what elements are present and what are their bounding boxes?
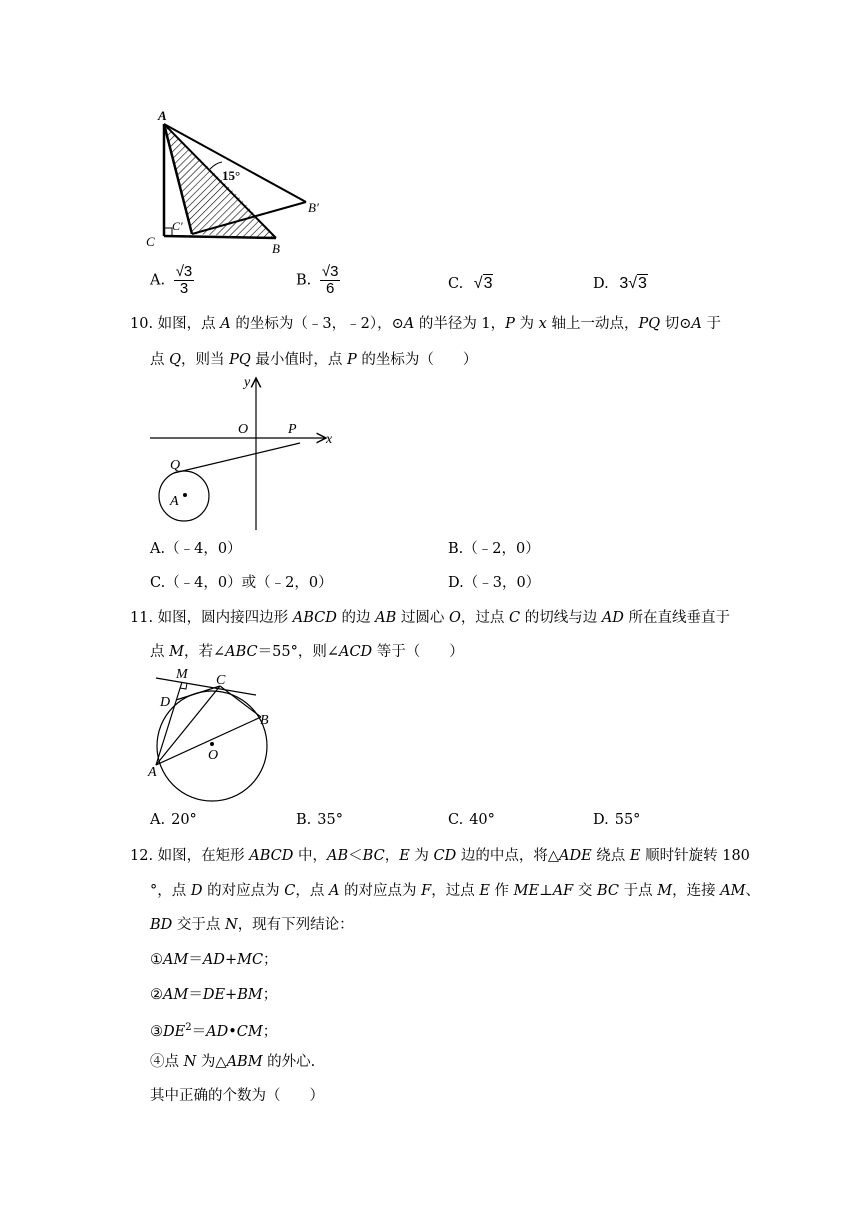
q11-option-d[interactable]: [593, 810, 640, 830]
q10-option-a[interactable]: [150, 539, 242, 559]
q12-var: ABCD: [249, 848, 294, 864]
q12-c2-marker: ②: [150, 987, 163, 1003]
q12-text: ＝: [188, 987, 203, 1003]
q12-var: E: [629, 848, 641, 864]
q10-option-c-letter: C.: [150, 575, 166, 591]
q12-var: M: [657, 883, 673, 899]
q11-figure: [146, 664, 269, 806]
q12-text: 如图，在矩形: [157, 848, 250, 864]
q10-text: ，则当: [181, 352, 230, 368]
q12-text: 的对应点为: [339, 883, 422, 899]
q9-option-b-fraction: [320, 264, 341, 297]
q12-var: AM: [720, 883, 746, 899]
q12-var: BD: [150, 917, 173, 933]
q12-text: ⊥: [539, 883, 553, 899]
q12-text: 于点: [619, 883, 658, 899]
q9-option-a-den: 3: [179, 280, 189, 297]
q12-text: +: [225, 987, 238, 1003]
q11-var: AD: [601, 610, 624, 626]
q10-label-y: y: [244, 375, 251, 390]
q11-var: C: [508, 610, 521, 626]
q12-text: ＜: [348, 848, 363, 864]
q10-option-d-text: （﹣3，0）: [463, 575, 541, 591]
q12-var: N: [183, 1054, 197, 1070]
q10-label-x: x: [326, 432, 333, 447]
q11-option-b[interactable]: [296, 810, 343, 830]
q10-text: 轴上一动点，: [546, 316, 639, 332]
q12-var: DE: [202, 987, 226, 1003]
q12-text: °，点: [150, 883, 191, 899]
q10-var: Q: [169, 352, 181, 368]
q10-text: 点: [150, 352, 170, 368]
q9-option-a-fraction: [174, 264, 195, 297]
q12-text: ，: [384, 848, 400, 864]
q11-text: 的切线与边: [520, 610, 602, 626]
q12-text: +: [224, 952, 238, 968]
q11-text: 过圆心: [396, 610, 449, 626]
q12-text: 交于点: [172, 917, 225, 933]
q10-var: A: [403, 316, 415, 332]
q10-number: 10.: [130, 316, 154, 332]
q11-text: ，过点: [460, 610, 509, 626]
q11-line-cb: [220, 686, 261, 717]
q9-option-a-num: √3: [175, 263, 193, 280]
q10-option-c-text: （﹣4，0）或（﹣2，0）: [165, 575, 333, 591]
q11-option-a[interactable]: [150, 810, 197, 830]
q9-label-a: A: [158, 108, 167, 123]
q10-option-c[interactable]: [150, 573, 333, 593]
q9-option-b-num: √3: [321, 263, 339, 280]
q9-option-b[interactable]: [296, 264, 340, 297]
q11-option-c-letter: C.: [448, 812, 464, 828]
q11-var: ABCD: [292, 610, 337, 626]
q12-var: DE: [163, 1023, 186, 1040]
q12-text: ，过点: [431, 883, 480, 899]
q12-var: ABM: [226, 1054, 263, 1070]
q10-option-d[interactable]: [448, 573, 540, 593]
q12-text: 的外心.: [262, 1054, 316, 1070]
q10-option-b-letter: B.: [448, 541, 464, 557]
q9-option-b-letter: B.: [296, 272, 312, 289]
q9-option-b-den: 6: [325, 280, 335, 297]
q11-line1: [130, 608, 730, 628]
q11-label-o: O: [208, 748, 219, 763]
q10-text: 于: [701, 316, 721, 332]
q12-text: 交: [573, 883, 597, 899]
q11-number: 11.: [130, 610, 154, 626]
q11-option-d-text: 55°: [614, 812, 641, 828]
q12-conclusion-1: [150, 950, 278, 970]
q9-figure: [140, 106, 340, 258]
q11-text: ，若∠: [183, 644, 226, 660]
q11-var: AB: [375, 610, 397, 626]
q10-line1: [130, 314, 721, 334]
q12-text: 为△: [196, 1054, 227, 1070]
q10-text: 如图，点: [157, 316, 221, 332]
q10-var: P: [505, 316, 515, 332]
q12-var: F: [421, 883, 432, 899]
q11-option-a-letter: A.: [150, 812, 166, 828]
q12-var: BC: [596, 883, 619, 899]
q12-var: AB: [327, 848, 349, 864]
q11-option-d-letter: D.: [593, 812, 609, 828]
q12-text: 边的中点，将△: [456, 848, 559, 864]
q12-text: ＝: [191, 1023, 207, 1040]
q10-text: 的坐标为（﹣3，﹣2），⊙: [230, 316, 404, 332]
q10-option-d-letter: D.: [448, 575, 464, 591]
q12-var: BC: [362, 848, 385, 864]
q11-text: 所在直线垂直于: [623, 610, 731, 626]
q10-figure: [146, 372, 346, 534]
q12-var: CM: [236, 1023, 263, 1040]
q12-line2: [150, 881, 760, 901]
q10-var: A: [220, 316, 231, 332]
q9-option-d-radicand: 3: [638, 275, 647, 292]
q11-option-a-text: 20°: [171, 812, 197, 828]
q12-number: 12.: [130, 848, 154, 864]
q9-option-d-letter: D.: [593, 276, 609, 292]
q12-text: 的对应点为: [202, 883, 285, 899]
q12-c4-marker: ④点: [150, 1054, 184, 1070]
q9-option-c-radical: √3: [473, 275, 493, 292]
q10-var: PQ: [638, 316, 661, 332]
q12-text: 绕点: [591, 848, 630, 864]
q12-var: E: [479, 883, 490, 899]
q12-text: ，现有下列结论：: [237, 917, 354, 933]
q11-label-a: A: [148, 765, 157, 780]
q12-text: 顺时针旋转 180: [640, 848, 750, 864]
q12-line3: [150, 915, 354, 935]
q11-var: M: [169, 644, 184, 660]
q12-var: AD: [202, 952, 225, 968]
q12-text: ；: [262, 1023, 278, 1040]
q10-label-a: A: [170, 494, 179, 509]
q12-text: ，连接: [672, 883, 721, 899]
q11-text: 的边: [336, 610, 376, 626]
q11-label-b: B: [260, 713, 269, 728]
q12-c1-marker: ①: [150, 952, 163, 968]
q12-var: N: [225, 917, 238, 933]
q11-text: 等于（ ）: [372, 644, 464, 660]
q12-exponent: 2: [185, 1022, 192, 1033]
q9-angle-arc: [210, 162, 222, 169]
q12-text: ＝: [188, 952, 203, 968]
q12-var: AM: [163, 952, 189, 968]
q12-text: 为: [409, 848, 434, 864]
q11-label-d: D: [160, 695, 171, 710]
q12-conclusion-2: [150, 985, 277, 1005]
q10-text: 的半径为 1，: [414, 316, 506, 332]
q12-var: BM: [237, 987, 263, 1003]
q9-option-a[interactable]: [150, 264, 194, 297]
q9-label-cprime: C′: [172, 219, 183, 233]
q12-text: •: [228, 1023, 237, 1040]
q11-line2: [150, 642, 464, 662]
q12-var: ADE: [559, 848, 592, 864]
q11-text: 如图，圆内接四边形: [157, 610, 293, 626]
q9-option-d[interactable]: [593, 274, 648, 294]
q9-option-a-letter: A.: [150, 272, 166, 289]
q11-option-b-text: 35°: [317, 812, 343, 828]
q10-tangent-pq: [174, 443, 300, 473]
q10-var: A: [691, 316, 702, 332]
q10-label-q: Q: [170, 458, 181, 473]
q11-tangent-line: [156, 678, 256, 695]
q9-option-c[interactable]: [448, 274, 493, 294]
q12-var: AD: [206, 1023, 229, 1040]
q9-label-bprime: B′: [308, 200, 319, 215]
q11-text: 点: [150, 644, 170, 660]
q11-label-c: C: [216, 673, 226, 688]
q12-var: A: [328, 883, 340, 899]
q10-option-a-text: （﹣4，0）: [165, 541, 242, 557]
q9-option-c-radicand: 3: [483, 275, 493, 292]
q11-option-b-letter: B.: [296, 812, 312, 828]
q11-var: O: [448, 610, 461, 626]
q12-var: C: [284, 883, 296, 899]
q10-text: 切⊙: [660, 316, 692, 332]
q11-option-c[interactable]: [448, 810, 495, 830]
q10-center-a-dot: [183, 493, 187, 497]
q11-var: ABC: [225, 644, 258, 660]
q10-text: 最小值时，点: [250, 352, 347, 368]
q10-var: PQ: [229, 352, 251, 368]
q11-center-o-dot: [210, 742, 214, 746]
q12-text: 中，: [293, 848, 328, 864]
q12-var: E: [399, 848, 410, 864]
q10-label-p: P: [288, 422, 297, 437]
q12-var: D: [190, 883, 203, 899]
q12-text: ；: [263, 952, 278, 968]
q10-option-b[interactable]: [448, 539, 540, 559]
q10-label-o: O: [238, 422, 249, 437]
q9-option-c-letter: C.: [448, 276, 464, 292]
q12-text: 作: [489, 883, 514, 899]
q12-var: ME: [513, 883, 540, 899]
q10-option-a-letter: A.: [150, 541, 166, 557]
q11-option-c-text: 40°: [469, 812, 495, 828]
q11-text: ＝55°，则∠: [257, 644, 339, 660]
q12-var: MC: [237, 952, 264, 968]
q9-label-c: C: [146, 234, 155, 249]
q10-var: x: [538, 316, 547, 332]
q11-var: ACD: [338, 644, 373, 660]
q12-var: AF: [552, 883, 574, 899]
q9-option-d-radical: 3√3: [619, 275, 647, 292]
q10-var: P: [346, 352, 357, 368]
q9-label-b: B: [272, 241, 280, 256]
q12-closing: 其中正确的个数为（ ）: [150, 1088, 324, 1104]
q12-conclusion-3: [150, 1018, 277, 1042]
q12-c3-marker: ③: [150, 1023, 163, 1040]
q10-text: 的坐标为（ ）: [356, 352, 478, 368]
q12-var: CD: [433, 848, 457, 864]
q10-text: 为: [514, 316, 539, 332]
q12-text: ，点: [295, 883, 329, 899]
q12-var: AM: [163, 987, 189, 1003]
q10-line2: [150, 350, 477, 370]
q12-conclusion-4: [150, 1052, 315, 1072]
q12-text: ；: [262, 987, 278, 1003]
q9-option-d-coef: 3: [619, 275, 629, 292]
q12-line1: [130, 846, 750, 866]
q9-label-angle: 15°: [222, 168, 241, 183]
q11-label-m: M: [176, 667, 188, 682]
q12-text: 、: [745, 883, 761, 899]
q10-option-b-text: （﹣2，0）: [463, 541, 540, 557]
